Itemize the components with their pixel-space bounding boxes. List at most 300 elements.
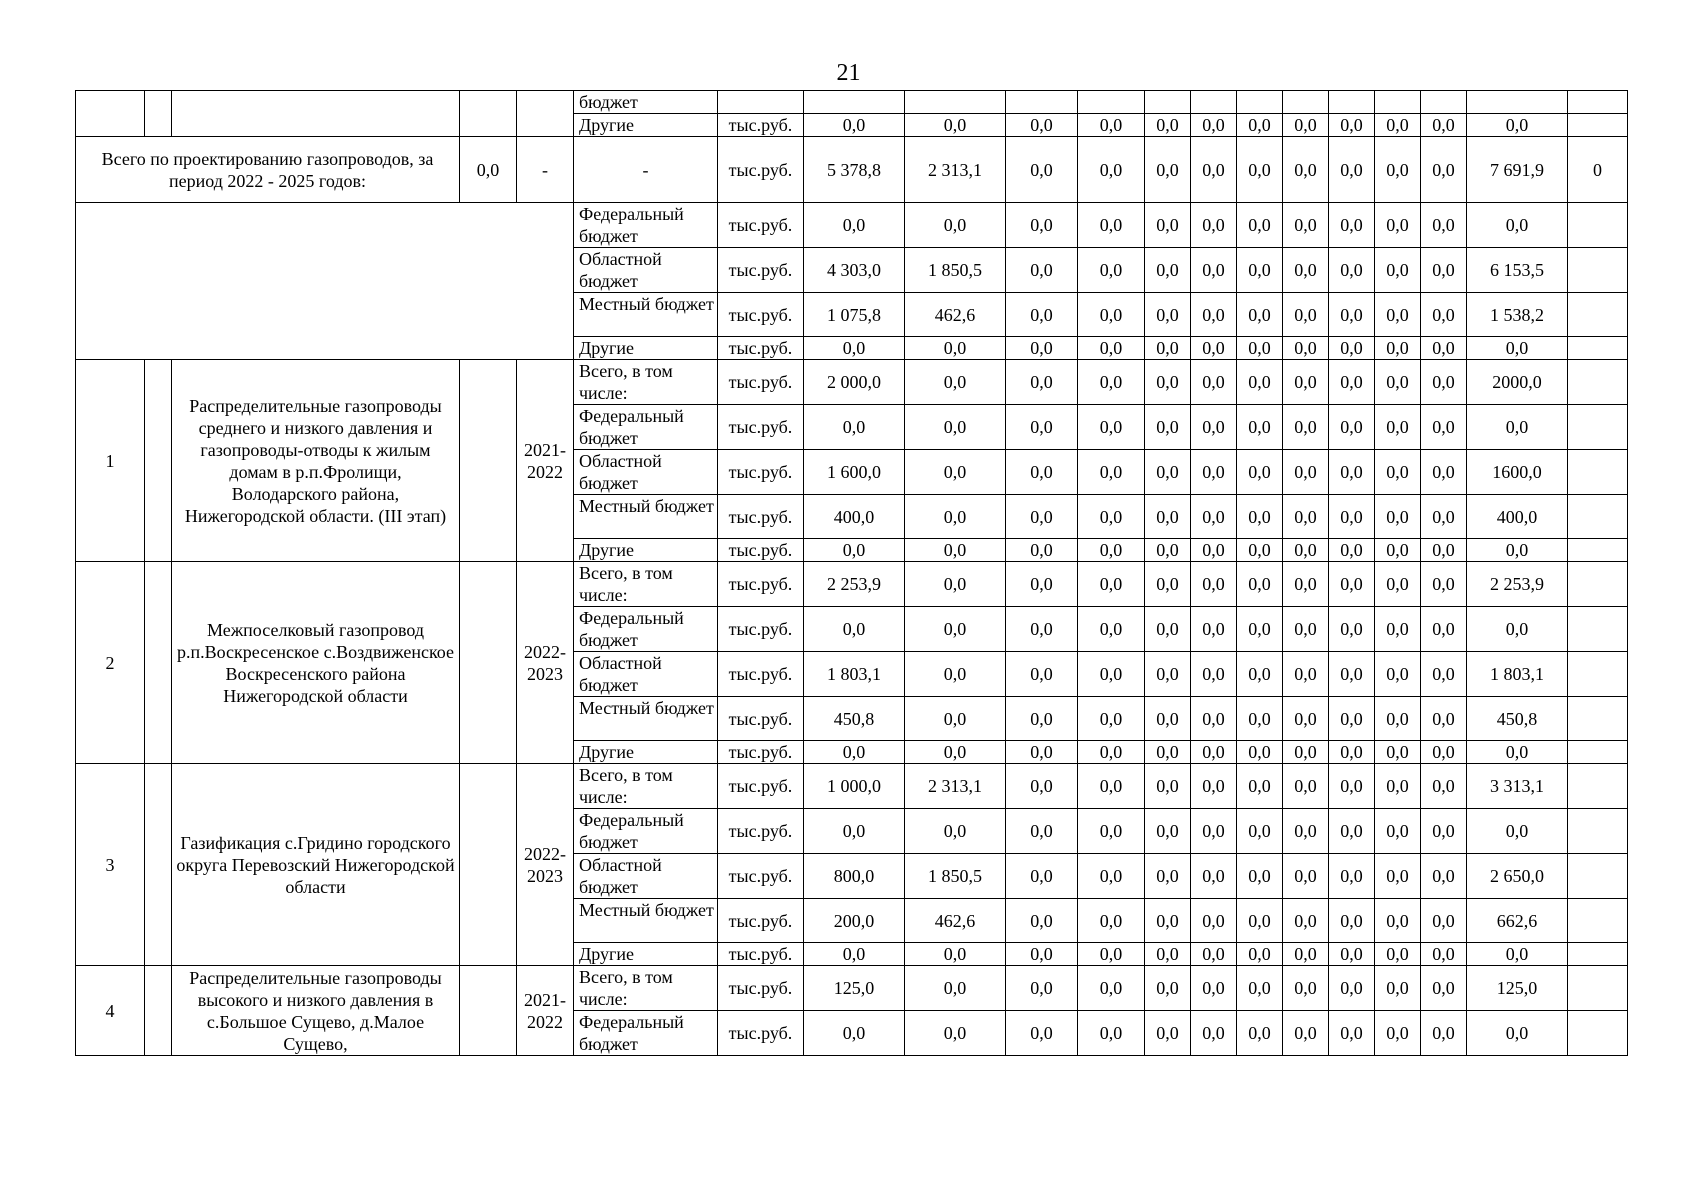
empty-cell [76,203,574,360]
value-cell: 0,0 [905,337,1006,360]
value-cell: 0,0 [1078,652,1145,697]
value-cell: 0,0 [1078,539,1145,562]
value-cell: 0,0 [1329,137,1375,203]
unit-cell: тыс.руб. [718,809,804,854]
unit-cell: тыс.руб. [718,203,804,248]
value-cell: 0,0 [1006,966,1078,1011]
source-label: Всего, в том числе: [574,360,718,405]
unit-cell: тыс.руб. [718,1011,804,1056]
value-cell: 0,0 [1145,966,1191,1011]
value-cell: 0,0 [1283,114,1329,137]
item-period: 2022-2023 [517,562,574,764]
value-cell: 0,0 [1283,495,1329,539]
unit-cell: тыс.руб. [718,539,804,562]
table-body [76,91,1628,1056]
unit-cell: тыс.руб. [718,495,804,539]
value-cell: 0,0 [804,1011,905,1056]
value-cell: 0,0 [1006,293,1078,337]
value-cell: 0,0 [1283,203,1329,248]
table-row [76,91,1628,114]
budget-table [75,90,1628,1056]
value-cell: 0,0 [1375,966,1421,1011]
unit-cell: тыс.руб. [718,248,804,293]
unit-cell: тыс.руб. [718,943,804,966]
value-cell: 0,0 [1375,809,1421,854]
value-cell: 0,0 [1375,337,1421,360]
value-cell: 0,0 [1145,203,1191,248]
value-cell: 1 803,1 [804,652,905,697]
empty-cell [460,91,517,137]
empty-cell [1568,764,1628,809]
unit-cell: тыс.руб. [718,137,804,203]
value-cell: 0,0 [1078,203,1145,248]
value-cell: 662,6 [1467,899,1568,943]
value-cell: 0,0 [1283,943,1329,966]
value-cell: 0,0 [1145,943,1191,966]
value-cell: 0,0 [1421,652,1467,697]
value-cell: 0,0 [1421,203,1467,248]
value-cell: 0,0 [1191,360,1237,405]
empty-cell [1568,450,1628,495]
summary-value: 0,0 [460,137,517,203]
value-cell: 0,0 [1467,405,1568,450]
value-cell: 0,0 [1467,539,1568,562]
value-cell: 0,0 [1421,450,1467,495]
item-name: Газификация с.Гридино городского округа Перевозский Нижегородской области [172,764,460,966]
value-cell: 0,0 [1078,562,1145,607]
unit-cell: тыс.руб. [718,966,804,1011]
value-cell: 0,0 [1283,854,1329,899]
empty-cell [718,91,804,114]
value-cell: 0,0 [1006,562,1078,607]
value-cell: 0,0 [1237,899,1283,943]
value-cell: 0,0 [1145,248,1191,293]
source-label: Местный бюджет [574,899,718,943]
value-cell: 0,0 [1467,943,1568,966]
value-cell: 0,0 [1421,697,1467,741]
value-cell: 0,0 [1145,114,1191,137]
unit-cell: тыс.руб. [718,899,804,943]
value-cell: 0,0 [1375,293,1421,337]
value-cell: 0,0 [1006,539,1078,562]
empty-cell [145,764,172,966]
value-cell: 0,0 [1237,943,1283,966]
value-cell: 0,0 [1329,697,1375,741]
value-cell: 1 000,0 [804,764,905,809]
value-cell: 0,0 [1078,607,1145,652]
value-cell: 0,0 [1467,114,1568,137]
empty-cell [1006,91,1078,114]
empty-cell [517,91,574,137]
value-cell: 0,0 [905,741,1006,764]
value-cell: 0,0 [1375,114,1421,137]
value-cell: 2 313,1 [905,137,1006,203]
value-cell: 0,0 [1467,203,1568,248]
value-cell: 0,0 [1375,943,1421,966]
value-cell: 0,0 [1237,652,1283,697]
value-cell: 1 803,1 [1467,652,1568,697]
value-cell: 0,0 [1421,137,1467,203]
item-name: Межпоселковый газопровод р.п.Воскресенское с.Воздвиженское Воскресенского района Нижегородской области [172,562,460,764]
empty-cell [1568,607,1628,652]
value-cell: 0,0 [1078,966,1145,1011]
value-cell: 0,0 [1329,607,1375,652]
source-label: Федеральный бюджет [574,809,718,854]
value-cell: 0,0 [1421,809,1467,854]
value-cell: 0,0 [905,652,1006,697]
value-cell: 0,0 [804,405,905,450]
value-cell: 0,0 [1237,293,1283,337]
source-label: Всего, в том числе: [574,764,718,809]
value-cell: 0,0 [1283,741,1329,764]
source-label: Местный бюджет [574,293,718,337]
value-cell: 0,0 [1006,495,1078,539]
empty-cell [1568,114,1628,137]
value-cell: 0,0 [905,562,1006,607]
empty-cell [804,91,905,114]
value-cell: 0,0 [1191,652,1237,697]
value-cell: 0,0 [804,809,905,854]
empty-cell [172,91,460,137]
value-cell: 0,0 [1375,697,1421,741]
value-cell: 1 850,5 [905,854,1006,899]
value-cell: 0,0 [1375,203,1421,248]
value-cell: 0,0 [1421,562,1467,607]
item-name: Распределительные газопроводы среднего и низкого давления и газопроводы-отводы к жилым домам в р.п.Фролищи, Володарского района, Нижегородской области. (III этап) [172,360,460,562]
value-cell: 0,0 [1421,495,1467,539]
value-cell: 125,0 [1467,966,1568,1011]
value-cell: 0,0 [1145,1011,1191,1056]
value-cell: 0,0 [1237,405,1283,450]
source-label: Федеральный бюджет [574,405,718,450]
value-cell: 0,0 [905,405,1006,450]
unit-cell: тыс.руб. [718,764,804,809]
unit-cell: тыс.руб. [718,854,804,899]
value-cell: 2 650,0 [1467,854,1568,899]
value-cell: 0,0 [804,203,905,248]
value-cell: 450,8 [804,697,905,741]
empty-cell [1568,652,1628,697]
value-cell: 0,0 [1283,809,1329,854]
table-row [76,764,1628,809]
empty-cell [1283,91,1329,114]
value-cell: 0,0 [1329,562,1375,607]
item-number: 3 [76,764,145,966]
value-cell: 0,0 [1006,360,1078,405]
value-cell: 0,0 [1237,607,1283,652]
value-cell: 0,0 [1006,607,1078,652]
value-cell: 0,0 [1145,293,1191,337]
value-cell: 4 303,0 [804,248,905,293]
value-cell: 0,0 [1329,652,1375,697]
value-cell: 0,0 [1237,114,1283,137]
value-cell: 1600,0 [1467,450,1568,495]
value-cell: 0,0 [1329,360,1375,405]
value-cell: 0,0 [1078,697,1145,741]
value-cell: 0,0 [1078,360,1145,405]
value-cell: 0,0 [1145,809,1191,854]
value-cell: 0,0 [1421,764,1467,809]
value-cell: 0,0 [1329,899,1375,943]
value-cell: 0,0 [1078,741,1145,764]
value-cell: 0,0 [1375,539,1421,562]
table-row [76,966,1628,1011]
value-cell: 0,0 [1191,337,1237,360]
value-cell: 0,0 [1006,137,1078,203]
value-cell: 0,0 [1191,137,1237,203]
value-cell: 2 253,9 [804,562,905,607]
value-cell: 0,0 [905,114,1006,137]
value-cell: 0,0 [1006,405,1078,450]
source-label: Федеральный бюджет [574,203,718,248]
value-cell: 0,0 [1329,1011,1375,1056]
value-cell: 0,0 [1329,495,1375,539]
unit-cell: тыс.руб. [718,741,804,764]
value-cell: 0,0 [1191,899,1237,943]
value-cell: 0,0 [1006,764,1078,809]
unit-cell: тыс.руб. [718,450,804,495]
value-cell: 0,0 [1237,495,1283,539]
value-cell: 0,0 [1375,899,1421,943]
value-cell: 0,0 [1329,337,1375,360]
value-cell: 0,0 [1329,203,1375,248]
empty-cell [145,966,172,1056]
value-cell: 0,0 [1191,854,1237,899]
value-cell: 0,0 [1078,137,1145,203]
value-cell: 0,0 [1283,360,1329,405]
value-cell: 800,0 [804,854,905,899]
empty-cell [460,966,517,1056]
value-cell: 400,0 [804,495,905,539]
table-row [76,562,1628,607]
value-cell: 2 253,9 [1467,562,1568,607]
empty-cell [1568,405,1628,450]
unit-cell: тыс.руб. [718,337,804,360]
value-cell: 0,0 [1421,1011,1467,1056]
value-cell: 0,0 [905,966,1006,1011]
empty-cell [1568,248,1628,293]
value-cell: 0,0 [1006,697,1078,741]
value-cell: 0,0 [1006,337,1078,360]
value-cell: 0,0 [1078,405,1145,450]
value-cell: 462,6 [905,899,1006,943]
source-label: Другие [574,337,718,360]
item-period: 2021-2022 [517,966,574,1056]
value-cell: 2000,0 [1467,360,1568,405]
table-row [76,137,1628,203]
value-cell: 0,0 [1191,114,1237,137]
source-label: Областной бюджет [574,248,718,293]
value-cell: 0,0 [1421,248,1467,293]
value-cell: 0,0 [1078,248,1145,293]
value-cell: 0,0 [1375,137,1421,203]
value-cell: 0,0 [1078,899,1145,943]
unit-cell: тыс.руб. [718,562,804,607]
value-cell: 0,0 [1191,697,1237,741]
value-cell: 3 313,1 [1467,764,1568,809]
empty-cell [1078,91,1145,114]
value-cell: 450,8 [1467,697,1568,741]
value-cell: 0,0 [1191,966,1237,1011]
value-cell: 0,0 [1375,741,1421,764]
value-cell: 0,0 [1375,652,1421,697]
value-cell: 0,0 [1329,539,1375,562]
value-cell: 0,0 [1329,966,1375,1011]
source-label: Другие [574,539,718,562]
value-cell: 0,0 [1237,697,1283,741]
value-cell: 0,0 [1421,114,1467,137]
empty-cell [1568,854,1628,899]
value-cell: 0,0 [1421,899,1467,943]
value-cell: 0,0 [1237,248,1283,293]
value-cell: 0,0 [1375,764,1421,809]
value-cell: 0,0 [1145,607,1191,652]
value-cell: 1 850,5 [905,248,1006,293]
value-cell: 0,0 [1421,943,1467,966]
value-cell: 400,0 [1467,495,1568,539]
value-cell: 0,0 [1191,943,1237,966]
value-cell: 0,0 [905,697,1006,741]
empty-cell [1568,293,1628,337]
value-cell: 0,0 [1421,360,1467,405]
value-cell: 462,6 [905,293,1006,337]
value-cell: 0,0 [1006,450,1078,495]
value-cell: 1 538,2 [1467,293,1568,337]
value-cell: 0,0 [1078,450,1145,495]
value-cell: 0,0 [1329,405,1375,450]
summary-period: - [517,137,574,203]
value-cell: 0,0 [1145,450,1191,495]
value-cell: 0,0 [905,539,1006,562]
value-cell: 0,0 [1421,539,1467,562]
value-cell: 0,0 [1191,495,1237,539]
value-cell: 0,0 [1329,854,1375,899]
empty-cell [1145,91,1191,114]
table-row [76,360,1628,405]
source-label: Местный бюджет [574,495,718,539]
value-cell: 0,0 [1375,405,1421,450]
value-cell: 0,0 [1191,741,1237,764]
value-cell: 0,0 [1237,450,1283,495]
value-cell: 0,0 [1006,114,1078,137]
empty-cell [460,764,517,966]
value-cell: 0,0 [1237,360,1283,405]
value-cell: 0,0 [1421,741,1467,764]
value-cell: 0,0 [1237,539,1283,562]
value-cell: 0,0 [1375,1011,1421,1056]
empty-cell [1329,91,1375,114]
empty-cell [1568,495,1628,539]
value-cell: 0,0 [1283,764,1329,809]
empty-cell [1467,91,1568,114]
value-cell: 0,0 [1006,1011,1078,1056]
value-cell: 0,0 [1375,450,1421,495]
value-cell: 0,0 [1237,854,1283,899]
source-label: Областной бюджет [574,652,718,697]
value-cell: 0,0 [1421,607,1467,652]
value-cell: 1 600,0 [804,450,905,495]
value-cell: 0,0 [1145,697,1191,741]
empty-cell [145,360,172,562]
value-cell: 0,0 [1237,764,1283,809]
empty-cell [1568,966,1628,1011]
value-cell: 0,0 [1375,562,1421,607]
table-row [76,203,1628,248]
value-cell: 0,0 [1329,293,1375,337]
unit-cell: тыс.руб. [718,652,804,697]
value-cell: 0,0 [1467,337,1568,360]
value-cell: 0,0 [905,607,1006,652]
value-cell: 0,0 [1329,248,1375,293]
value-cell: 2 313,1 [905,764,1006,809]
value-cell: 0,0 [1191,450,1237,495]
source-label: Федеральный бюджет [574,607,718,652]
unit-cell: тыс.руб. [718,405,804,450]
value-cell: 0,0 [1329,764,1375,809]
value-cell: 0,0 [1078,495,1145,539]
value-cell: 0,0 [1329,450,1375,495]
empty-cell [460,562,517,764]
value-cell: 0,0 [1283,539,1329,562]
empty-cell [1568,697,1628,741]
value-cell: 0,0 [804,337,905,360]
empty-cell [1568,562,1628,607]
value-cell: 0,0 [1467,607,1568,652]
value-cell: 0,0 [804,741,905,764]
item-number: 4 [76,966,145,1056]
value-cell: 0,0 [1078,114,1145,137]
value-cell: 0,0 [1191,562,1237,607]
value-cell: 0,0 [1191,809,1237,854]
value-cell: 0,0 [1006,248,1078,293]
summary-last: 0 [1568,137,1628,203]
value-cell: 0,0 [1145,137,1191,203]
empty-cell [905,91,1006,114]
empty-cell [1568,91,1628,114]
value-cell: 1 075,8 [804,293,905,337]
value-cell: 0,0 [1145,337,1191,360]
value-cell: 6 153,5 [1467,248,1568,293]
value-cell: 0,0 [1237,966,1283,1011]
value-cell: 0,0 [905,450,1006,495]
value-cell: 0,0 [1375,360,1421,405]
value-cell: 0,0 [1283,248,1329,293]
value-cell: 0,0 [1237,1011,1283,1056]
value-cell: 0,0 [1283,966,1329,1011]
value-cell: 0,0 [1375,854,1421,899]
value-cell: 0,0 [1145,495,1191,539]
source-label: Областной бюджет [574,450,718,495]
value-cell: 0,0 [1329,114,1375,137]
value-cell: 7 691,9 [1467,137,1568,203]
value-cell: 0,0 [1237,137,1283,203]
value-cell: 0,0 [1237,809,1283,854]
empty-cell [1568,539,1628,562]
value-cell: 0,0 [1375,248,1421,293]
unit-cell: тыс.руб. [718,360,804,405]
value-cell: 0,0 [1006,203,1078,248]
value-cell: 0,0 [1237,203,1283,248]
value-cell: 2 000,0 [804,360,905,405]
value-cell: 0,0 [1078,854,1145,899]
empty-cell [1421,91,1467,114]
value-cell: 0,0 [804,539,905,562]
value-cell: 5 378,8 [804,137,905,203]
value-cell: 0,0 [1006,652,1078,697]
empty-cell [1568,203,1628,248]
value-cell: 0,0 [1145,539,1191,562]
empty-cell [1568,1011,1628,1056]
